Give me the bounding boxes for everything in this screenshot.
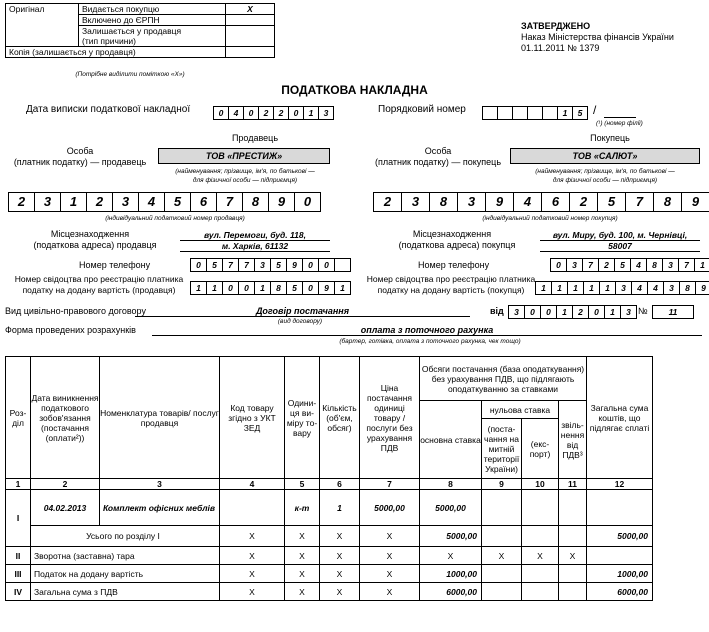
section-3-label: Податок на додану вартість (31, 565, 220, 583)
item-qty[interactable]: 1 (320, 490, 360, 526)
buyer-person-label-2: (платник податку) — покупець (374, 157, 502, 167)
approval-line2: 01.11.2011 № 1379 (521, 43, 600, 53)
th-exempt: звіль-нення від ПДВ³ (559, 401, 587, 479)
th-qty: Кількість (об'єм, обсяг) (320, 357, 360, 479)
stays-with-seller-mark[interactable] (226, 26, 275, 47)
serial-label: Порядковий номер (378, 104, 466, 115)
seller-name-field[interactable]: ТОВ «ПРЕСТИЖ» (158, 148, 330, 164)
issued-to-buyer-label: Видається покупцю (79, 4, 226, 15)
contract-hint: (вид договору) (277, 318, 323, 325)
approval-line1: Наказ Міністерства фінансів України (521, 32, 674, 42)
section-2-label: Зворотна (заставна) тара (31, 547, 220, 565)
seller-cert-label-2: податку на додану вартість (продавця) (22, 285, 176, 295)
item-code[interactable] (220, 490, 285, 526)
buyer-name-field[interactable]: ТОВ «САЛЮТ» (510, 148, 700, 164)
th-section: Роз-діл (6, 357, 31, 479)
vat-base: 1000,00 (420, 565, 482, 583)
contract-label: Вид цивільно-правового договору (5, 306, 146, 316)
buyer-header: Покупець (590, 133, 630, 143)
column-numbers-row: 1 2 3 4 5 6 7 8 9 10 11 12 (6, 479, 653, 490)
copy-mark[interactable] (226, 47, 275, 58)
issued-to-buyer-mark[interactable]: X (226, 4, 275, 15)
buyer-address-line2[interactable]: 58007 (540, 241, 700, 252)
grand-base: 6000,00 (420, 583, 482, 601)
section-4-label: Загальна сума з ПДВ (31, 583, 220, 601)
th-volumes: Обсяги постачання (база оподаткування) без урахування ПДВ, що підлягають оподаткуванню за ставками (420, 357, 587, 401)
contract-from-label: від (490, 306, 504, 316)
seller-person-label-1: Особа (66, 146, 94, 156)
section-2-row: II Зворотна (заставна) тара X X X X X X X X (6, 547, 653, 565)
contract-no-label: № (638, 306, 648, 316)
mark-note: (Потрібне виділити поміткою «Х») (75, 71, 185, 78)
seller-address-line1[interactable]: вул. Перемоги, буд. 118, (180, 230, 330, 241)
issue-date-cells[interactable]: 0 4 0 2 2 0 1 3 (213, 106, 334, 120)
copy-type-box (5, 3, 275, 58)
section-4-row: IV Загальна сума з ПДВ X X X X 6000,00 6000,00 (6, 583, 653, 601)
th-date: Дата виникнення податкового зобов'язання (постачання (оплати²)) (31, 357, 100, 479)
included-erpn-label: Включено до ЄРПН (79, 15, 226, 26)
stays-with-seller-label: Залишається у продавця (79, 26, 226, 37)
payment-form-field[interactable]: оплата з поточного рахунка (152, 325, 702, 336)
seller-phone-label: Номер телефону (79, 260, 151, 270)
section-3-row: III Податок на додану вартість X X X X 1000,00 1000,00 (6, 565, 653, 583)
th-total: Загальна сума коштів, що підлягає сплаті (587, 357, 653, 479)
buyer-name-hint-2: для фізичної особи — підприємця) (552, 177, 658, 184)
buyer-phone-cells[interactable]: 0 3 7 2 5 4 8 3 7 1 (550, 258, 709, 272)
reason-type-label: (тип причини) (79, 36, 226, 47)
buyer-cert-label-2: податку на додану вартість (покупця) (377, 285, 525, 295)
buyer-ipn-hint: (індивідуальний податковий номер покупця) (482, 215, 618, 222)
subtotal-base: 5000,00 (420, 526, 482, 547)
seller-person-label-2: (платник податку) — продавець (13, 157, 147, 167)
th-zero-customs: (поста-чання на митній території України) (482, 419, 522, 479)
seller-cert-label-1: Номер свідоцтва про реєстрацію платника (14, 274, 184, 284)
buyer-address-label-2: (податкова адреса) покупця (398, 240, 516, 250)
payment-label: Форма проведених розрахунків (5, 325, 136, 335)
contract-number-field[interactable]: 11 (652, 305, 694, 319)
item-zero-export[interactable] (522, 490, 559, 526)
document-title: ПОДАТКОВА НАКЛАДНА (281, 83, 428, 97)
serial-slash: / (593, 103, 597, 117)
contract-date-cells[interactable]: 3 0 0 1 2 0 1 3 (508, 305, 637, 319)
seller-name-hint-1: (найменування; прізвище, ім'я, по батькові — (175, 168, 315, 175)
buyer-address-label-1: Місцезнаходження (412, 229, 492, 239)
subtotal-row: Усього по розділу I X X X X 5000,00 5000,00 (6, 526, 653, 547)
seller-address-label-2: (податкова адреса) продавця (33, 240, 157, 250)
item-total[interactable] (587, 490, 653, 526)
th-code: Код товару згідно з УКТ ЗЕД (220, 357, 285, 479)
item-unit[interactable]: к-т (285, 490, 320, 526)
issue-date-label: Дата виписки податкової накладної (26, 104, 191, 115)
buyer-person-label-1: Особа (424, 146, 452, 156)
goods-table (5, 356, 653, 601)
approval-title: ЗАТВЕРДЖЕНО (521, 21, 591, 31)
seller-ipn-hint: (індивідуальний податковий номер продавця) (105, 215, 245, 222)
contract-type-field[interactable]: Договір постачання (135, 306, 470, 317)
buyer-address-line1[interactable]: вул. Миру, буд. 100, м. Чернівці, (540, 230, 700, 241)
vat-total: 1000,00 (587, 565, 653, 583)
buyer-name-hint-1: (найменування; прізвище, ім'я, по батькові — (535, 168, 675, 175)
item-zero-customs[interactable] (482, 490, 522, 526)
branch-number-line[interactable] (604, 117, 636, 118)
grand-total: 6000,00 (587, 583, 653, 601)
subtotal-total: 5000,00 (587, 526, 653, 547)
item-price[interactable]: 5000,00 (360, 490, 420, 526)
seller-address-label-1: Місцезнаходження (50, 229, 130, 239)
serial-cells[interactable]: 1 5 (482, 106, 588, 120)
branch-note: (¹) (номер філії) (596, 120, 643, 127)
th-zero-export: (екс-порт) (522, 419, 559, 479)
seller-header: Продавець (231, 133, 279, 143)
buyer-cert-label-1: Номер свідоцтва про реєстрацію платника (366, 274, 536, 284)
th-price: Ціна постачання одиниці товару / послуги без урахування ПДВ (360, 357, 420, 479)
th-base-rate: основна ставка (420, 401, 482, 479)
buyer-ipn-cells[interactable]: 2 3 8 3 9 4 6 2 5 7 8 9 (373, 192, 709, 212)
seller-cert-cells[interactable]: 1 1 0 0 1 8 5 0 9 1 (190, 281, 351, 295)
table-row (6, 490, 653, 526)
item-date[interactable]: 04.02.2013 (31, 490, 100, 526)
payment-hint: (бартер, готівка, оплата з поточного рахунка, чек тощо) (339, 338, 521, 345)
item-name[interactable]: Комплект офісних меблів (100, 490, 220, 526)
copy-label: Копія (залишається у продавця) (6, 47, 226, 58)
section-1-label: I (6, 490, 31, 547)
seller-name-hint-2: для фізичної особи — підприємця) (192, 177, 298, 184)
th-unit: Одини-ця ви-міру то-вару (285, 357, 320, 479)
original-label: Оригінал (6, 4, 79, 47)
buyer-cert-cells[interactable]: 1 1 1 1 1 3 4 4 3 8 9 (535, 281, 709, 295)
buyer-phone-label: Номер телефону (418, 260, 490, 270)
item-exempt[interactable] (559, 490, 587, 526)
subtotal-label: Усього по розділу I (31, 526, 220, 547)
th-nomenclature: Номенклатура товарів/ послуг продавця (100, 357, 220, 479)
seller-ipn-cells[interactable]: 2 3 1 2 3 4 5 6 7 8 9 0 (8, 192, 321, 212)
item-base[interactable]: 5000,00 (420, 490, 482, 526)
seller-address-line2[interactable]: м. Харків, 61132 (180, 241, 330, 252)
seller-phone-cells[interactable]: 0 5 7 7 3 5 9 0 0 (190, 258, 351, 272)
included-erpn-mark[interactable] (226, 15, 275, 26)
th-zero-rate: нульова ставка (482, 401, 559, 419)
